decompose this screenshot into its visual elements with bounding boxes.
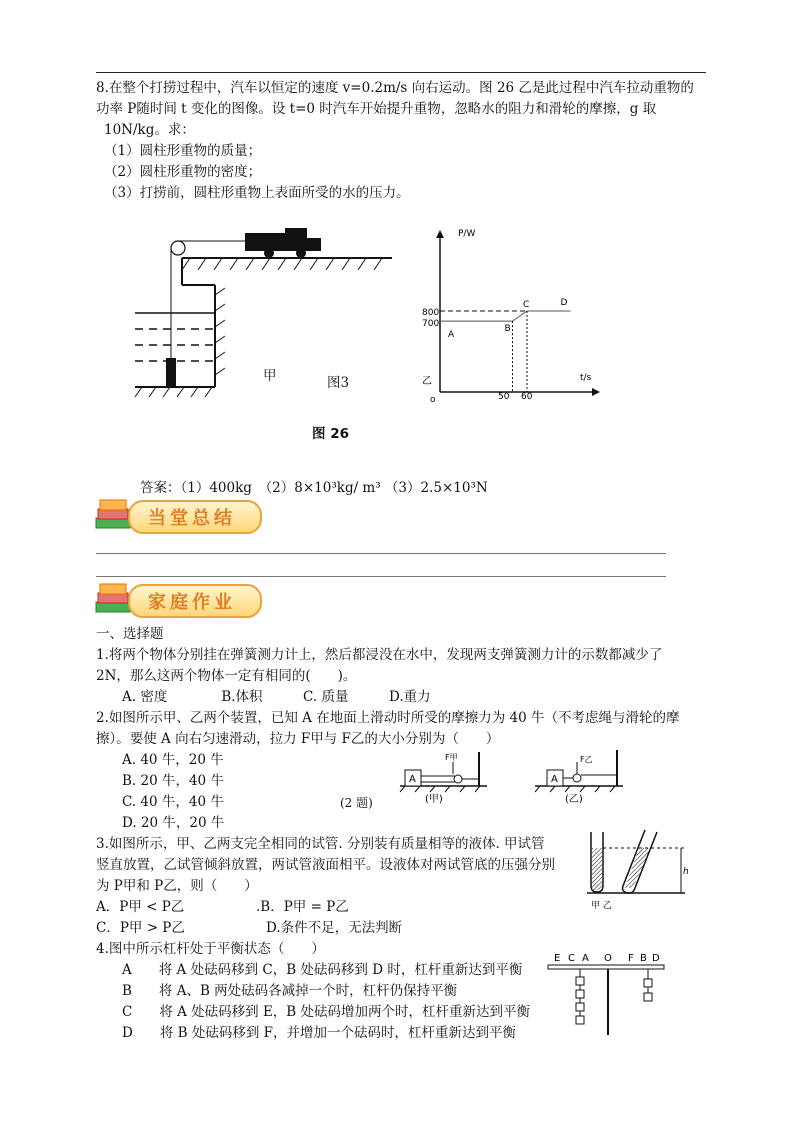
q2-opt-c: C. 40 牛，40 牛 [122,794,224,810]
q3-test-tubes [585,826,695,916]
top-rule [96,72,706,73]
block-a-yi: A [551,774,558,785]
lever-label-a: A [582,953,589,964]
panel-label: 乙 [422,376,432,387]
q1-line2: 2N，那么这两个物体一定有相同的( )。 [96,668,357,684]
q2-line2: 擦）。要使 A 向右匀速滑动，拉力 F甲与 F乙的大小分别为（ ） [96,731,500,747]
f-yi-label: F乙 [580,755,593,764]
q3-opt-a: A．P甲 < P乙 [96,899,185,915]
q8-sub3: （3）打捞前，圆柱形重物上表面所受的水的压力。 [104,185,410,201]
q4-opt-b: B 将 A、B 两处砝码各减掉一个时，杠杆仍保持平衡 [122,983,458,999]
blank-line-2 [96,576,666,577]
cap-jia: (甲) [425,794,443,805]
q3-line1: 3.如图所示，甲、乙两支完全相同的试管. 分别装有质量相等的液体. 甲试管 [96,836,545,852]
y-axis-label: P/W [458,229,476,239]
q4-line1: 4.图中所示杠杆处于平衡状态（ ） [96,941,325,957]
point-label-C: C [523,300,530,310]
cap-yi: (乙) [565,794,583,805]
x-tick-60: 60 [521,392,533,402]
point-label-A: A [448,330,455,341]
q1-options: A. 密度 B.体积 C. 质量 D.重力 [122,689,431,705]
q8-line2: 功率 P随时间 t 变化的图像。设 t=0 时汽车开始提升重物，忽略水的阻力和滑轮的摩擦，g 取 [96,101,657,117]
q8-line1: 8.在整个打捞过程中，汽车以恒定的速度 v=0.2m/s 向右运动。图 26 乙是此过程中汽车拉动重物的 [96,80,694,96]
q3-line3: 为 P甲和 P乙，则（ ） [96,878,258,894]
q2-pulley-diagrams [395,748,635,808]
answer-text: 答案：（1）400kg （2）8×10³kg/ m³ （3）2.5×10³N [140,480,488,496]
q3-tube-labels: 甲 乙 [591,901,612,911]
power-time-graph [410,222,610,407]
q3-line2: 竖直放置，乙试管倾斜放置，两试管液面相平。设液体对两试管底的压强分别 [96,857,555,873]
q4-opt-a: A 将 A 处砝码移到 C，B 处砝码移到 D 时，杠杆重新达到平衡 [122,962,523,978]
summary-title: 当堂总结 [148,508,236,529]
q4-lever-diagram [540,945,670,1040]
x-tick-50: 50 [498,392,510,402]
power-segment-1 [513,311,528,321]
q3-opt-c: C．P甲 > P乙 [96,920,185,936]
q3-h-label: h [683,867,689,877]
lever-label-e: E [554,953,561,964]
lever-label-d: D [652,953,660,964]
y-tick-700: 700 [422,319,440,329]
q8-sub1: （1）圆柱形重物的质量； [104,143,262,159]
lever-label-c: C [568,953,575,964]
lever-label-o: O [604,953,612,964]
q8-line3: 10N/kg。求： [104,122,195,138]
q2-opt-d: D. 20 牛，20 牛 [122,815,225,831]
q4-opt-d: D 将 B 处砝码移到 F，并增加一个砝码时，杠杆重新达到平衡 [122,1025,516,1041]
q3-opt-d: D.条件不足，无法判断 [266,920,403,936]
pulley [171,241,185,255]
label-fig3: 图3 [327,375,350,391]
q4-opt-c: C 将 A 处砝码移到 E，B 处砝码增加两个时，杠杆重新达到平衡 [122,1004,531,1020]
figure-caption: 图 26 [312,426,349,442]
q2-line1: 2.如图所示甲、乙两个装置，已知 A 在地面上滑动时所受的摩擦力为 40 牛（不考虑绳与滑轮的摩 [96,710,680,726]
section-heading: 一、选择题 [96,626,164,642]
lever-label-b: B [640,953,647,964]
label-jia: 甲 [263,368,277,384]
q1-line1: 1.将两个物体分别挂在弹簧测力计上，然后都浸没在水中，发现两支弹簧测力计的示数都减少了 [96,647,663,663]
q3-opt-b: .B．P甲 = P乙 [256,899,349,915]
origin-label: o [430,395,436,405]
cylinder-weight [166,358,176,387]
y-tick-800: 800 [422,308,440,318]
blank-line-1 [96,553,666,554]
point-label-B: B [504,324,511,335]
q2-opt-a: A. 40 牛，20 牛 [122,752,224,768]
f-jia-label: F甲 [445,753,458,762]
homework-title: 家庭作业 [148,592,236,613]
q2-opt-b: B. 20 牛，40 牛 [122,773,224,789]
point-label-D: D [560,298,568,308]
x-axis-label: t/s [580,373,592,383]
q8-sub2: （2）圆柱形重物的密度； [104,164,262,180]
block-a-jia: A [409,774,416,785]
q2-fig-label: (2 题) [340,796,373,810]
lever-label-f: F [628,953,634,964]
